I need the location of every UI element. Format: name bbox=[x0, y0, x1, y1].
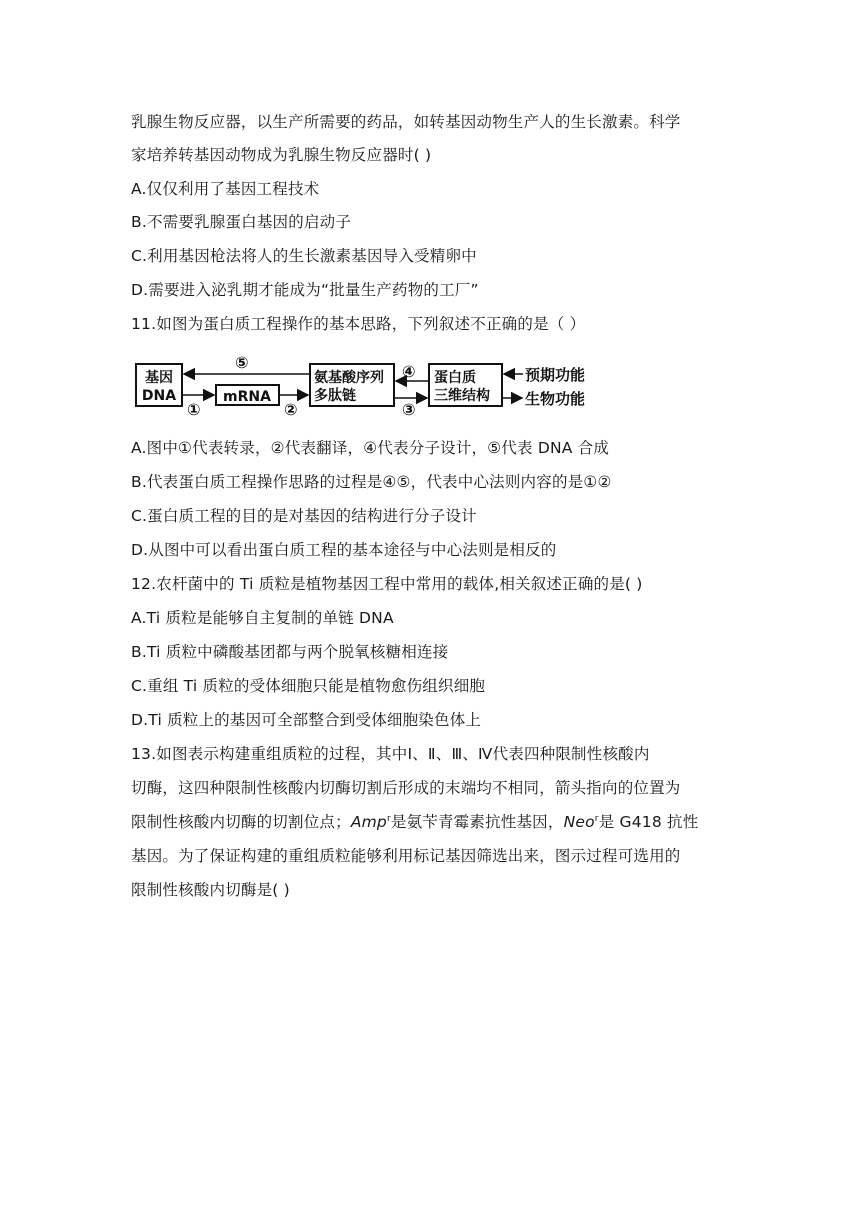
q12-option-c: C.重组 Ti 质粒的受体细胞只能是植物愈伤组织细胞 bbox=[131, 677, 486, 695]
gene-label: 基因 bbox=[145, 370, 173, 386]
q12-option-b: B.Ti 质粒中磷酸基团都与两个脱氧核糖相连接 bbox=[131, 643, 449, 661]
q11-option-a: A.图中①代表转录，②代表翻译，④代表分子设计，⑤代表 DNA 合成 bbox=[131, 439, 610, 457]
question-13-stem-line-2: 切酶，这四种限制性核酸内切酶切割后形成的末端均不相同，箭头指向的位置为 bbox=[131, 779, 681, 797]
option-b: B.不需要乳腺蛋白基因的启动子 bbox=[131, 213, 352, 231]
q13-text-a: 限制性核酸内切酶的切割位点； bbox=[131, 813, 351, 831]
step-1-label: ① bbox=[187, 400, 201, 419]
aa-label-1: 氨基酸序列 bbox=[314, 370, 384, 386]
aa-label-2: 多肽链 bbox=[314, 388, 356, 404]
question-13-stem-line-1: 13.如图表示构建重组质粒的过程，其中Ⅰ、Ⅱ、Ⅲ、Ⅳ代表四种限制性核酸内 bbox=[131, 745, 650, 763]
protein-engineering-diagram bbox=[131, 353, 611, 419]
q12-option-a: A.Ti 质粒是能够自主复制的单链 DNA bbox=[131, 609, 394, 627]
protein-label-2: 三维结构 bbox=[434, 388, 490, 404]
protein-label-1: 蛋白质 bbox=[434, 370, 476, 386]
question-stem-line-2: 家培养转基因动物成为乳腺生物反应器时( ) bbox=[131, 146, 432, 164]
step-3-label: ③ bbox=[402, 400, 416, 419]
question-13-stem-line-3 bbox=[131, 812, 698, 832]
dna-label: DNA bbox=[141, 388, 177, 404]
q13-text-b: 是氨苄青霉素抗性基因， bbox=[390, 813, 564, 831]
option-d: D.需要进入泌乳期才能成为“批量生产药物的工厂” bbox=[131, 281, 479, 299]
q13-text-c: 是 G418 抗性 bbox=[598, 813, 699, 831]
amp-superscript: r bbox=[386, 813, 391, 824]
option-c: C.利用基因枪法将人的生长激素基因导入受精卵中 bbox=[131, 247, 477, 265]
question-11-stem: 11.如图为蛋白质工程操作的基本思路，下列叙述不正确的是（ ） bbox=[131, 315, 586, 333]
bio-function-label: 生物功能 bbox=[525, 390, 586, 408]
expected-function-label: 预期功能 bbox=[525, 366, 586, 384]
q11-option-d: D.从图中可以看出蛋白质工程的基本途径与中心法则是相反的 bbox=[131, 541, 557, 559]
q12-option-d: D.Ti 质粒上的基因可全部整合到受体细胞染色体上 bbox=[131, 711, 482, 729]
question-stem-line-1: 乳腺生物反应器，以生产所需要的药品，如转基因动物生产人的生长激素。科学 bbox=[131, 113, 681, 131]
step-4-label: ④ bbox=[402, 362, 416, 381]
q11-option-b: B.代表蛋白质工程操作思路的过程是④⑤，代表中心法则内容的是①② bbox=[131, 473, 612, 491]
neo-superscript: r bbox=[594, 813, 599, 824]
q11-option-c: C.蛋白质工程的目的是对基因的结构进行分子设计 bbox=[131, 507, 477, 525]
amp-gene-name: Amp bbox=[350, 813, 387, 831]
option-a: A.仅仅利用了基因工程技术 bbox=[131, 180, 320, 198]
question-12-stem: 12.农杆菌中的 Ti 质粒是植物基因工程中常用的载体,相关叙述正确的是( ) bbox=[131, 575, 643, 593]
question-13-stem-line-5: 限制性核酸内切酶是( ) bbox=[131, 881, 290, 899]
step-2-label: ② bbox=[284, 400, 298, 419]
mrna-label: mRNA bbox=[223, 389, 271, 405]
question-13-stem-line-4: 基因。为了保证构建的重组质粒能够利用标记基因筛选出来，图示过程可选用的 bbox=[131, 847, 681, 865]
neo-gene-name: Neo bbox=[563, 813, 595, 831]
step-5-label: ⑤ bbox=[235, 353, 249, 372]
